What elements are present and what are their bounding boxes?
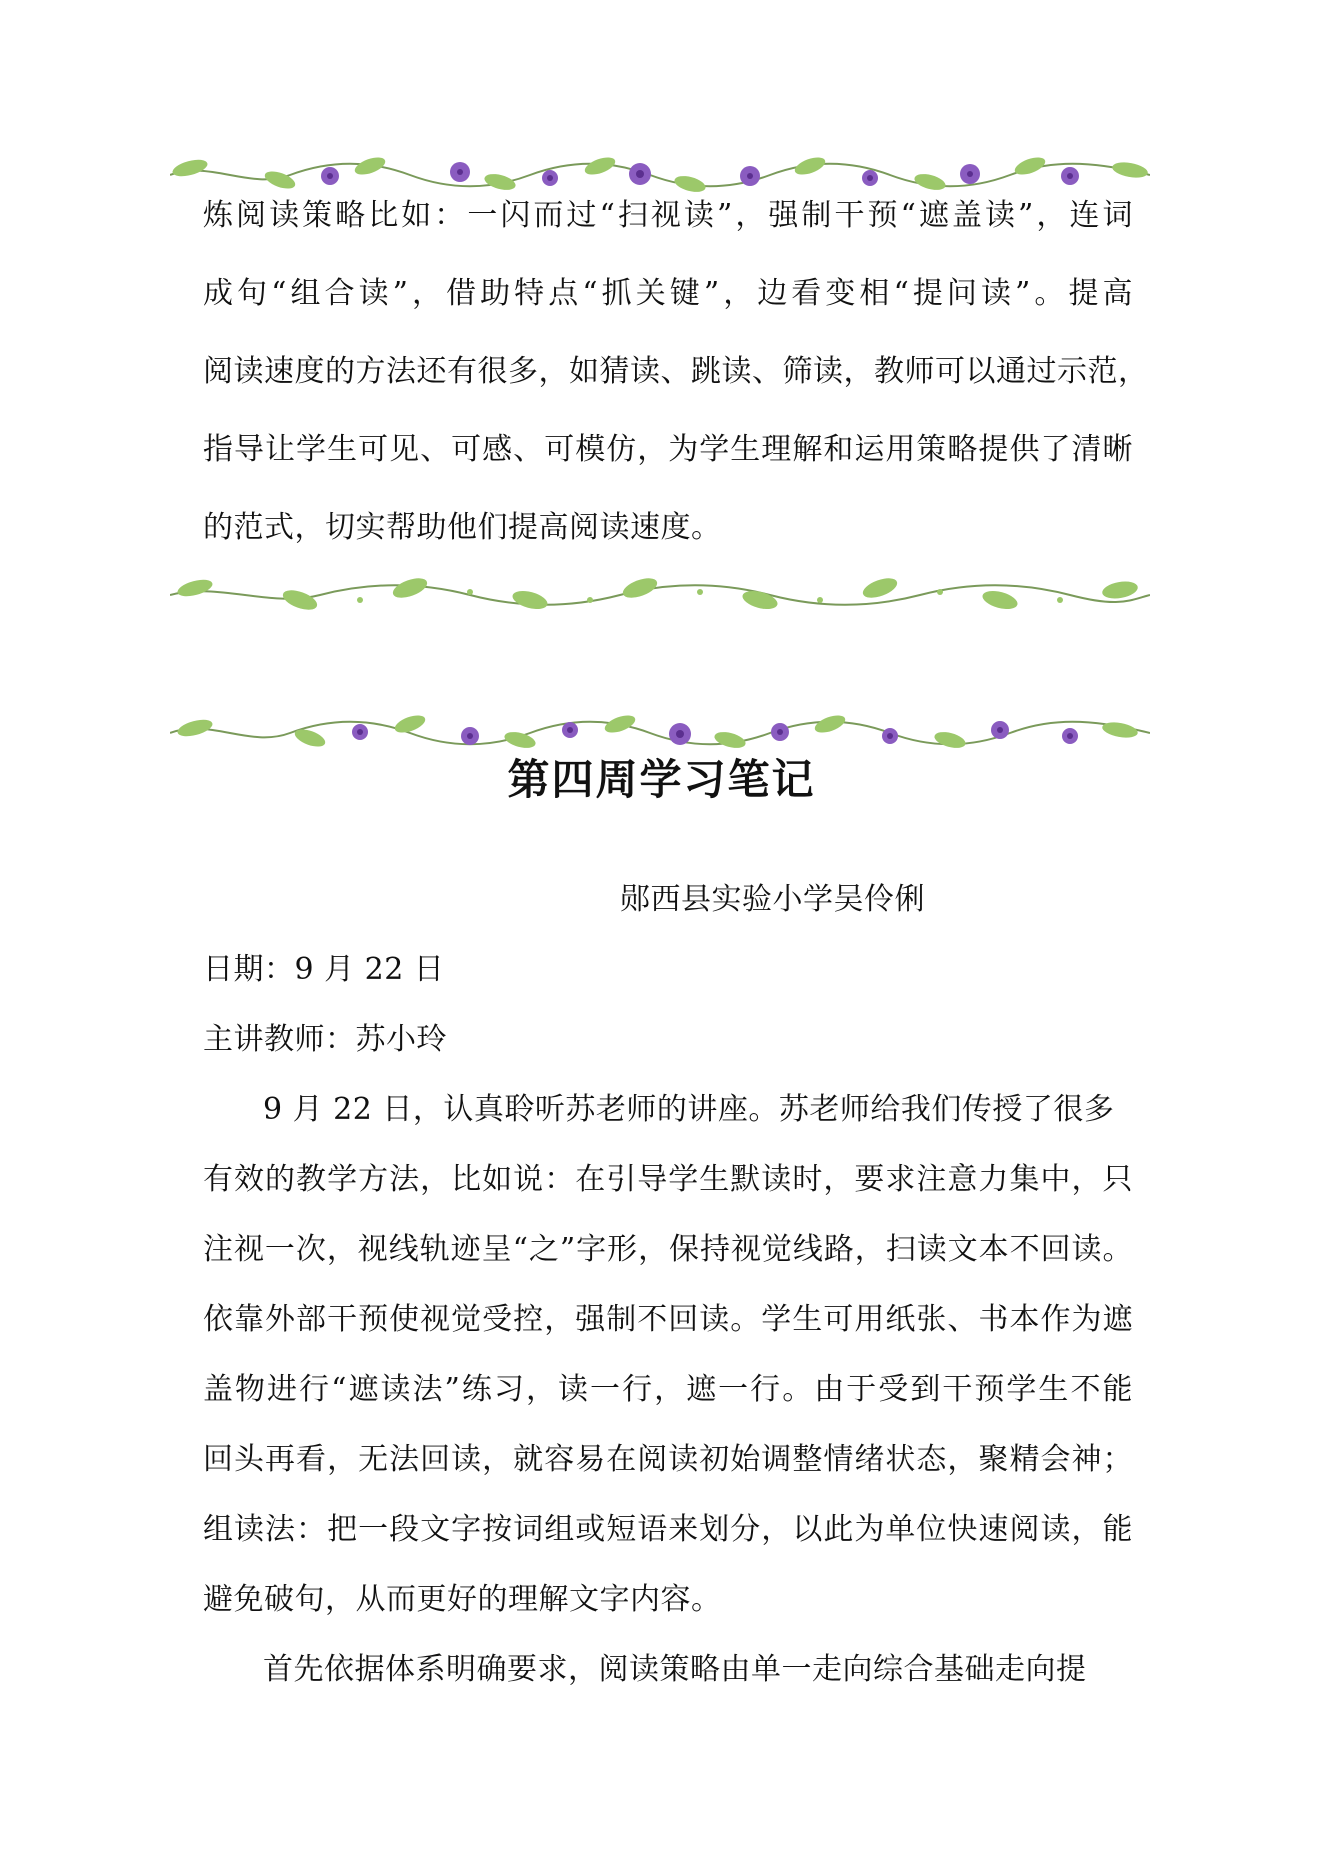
paragraph-line: 的范式，切实帮助他们提高阅读速度。 [203, 510, 722, 545]
page-title: 第四周学习笔记 [507, 755, 816, 804]
author-line: 郧西县实验小学吴伶俐 [620, 882, 925, 917]
paragraph-line: 指导让学生可见、可感、可模仿，为学生理解和运用策略提供了清晰 [203, 432, 1133, 467]
paragraph-line: 阅读速度的方法还有很多，如猜读、跳读、筛读，教师可以通过示范， [203, 354, 1149, 389]
paragraph-line: 组读法：把一段文字按词组或短语来划分，以此为单位快速阅读，能 [203, 1512, 1133, 1547]
paragraph-line: 盖物进行“遮读法”练习，读一行，遮一行。由于受到干预学生不能 [203, 1372, 1133, 1407]
leaf-vine-divider [170, 570, 1150, 620]
leaf-vine-icon [170, 570, 1150, 620]
flower-vine-divider-top [170, 150, 1150, 200]
flower-vine-icon [170, 708, 1150, 758]
paragraph-line: 避免破句，从而更好的理解文字内容。 [203, 1582, 722, 1617]
paragraph-line: 注视一次，视线轨迹呈“之”字形，保持视觉线路，扫读文本不回读。 [203, 1232, 1133, 1267]
date-line: 日期：9 月 22 日 [203, 952, 445, 987]
paragraph-line: 依靠外部干预使视觉受控，强制不回读。学生可用纸张、书本作为遮 [203, 1302, 1133, 1337]
teacher-line: 主讲教师：苏小玲 [203, 1022, 447, 1057]
flower-vine-icon [170, 150, 1150, 200]
paragraph-line: 首先依据体系明确要求，阅读策略由单一走向综合基础走向提 [263, 1652, 1087, 1687]
paragraph-line: 有效的教学方法，比如说：在引导学生默读时，要求注意力集中，只 [203, 1162, 1133, 1197]
paragraph-line: 回头再看，无法回读，就容易在阅读初始调整情绪状态，聚精会神； [203, 1442, 1133, 1477]
paragraph-line: 9 月 22 日，认真聆听苏老师的讲座。苏老师给我们传授了很多 [263, 1092, 1115, 1127]
paragraph-line: 成句“组合读”，借助特点“抓关键”，边看变相“提问读”。提高 [203, 276, 1133, 311]
flower-vine-divider-title [170, 708, 1150, 758]
paragraph-line: 炼阅读策略比如：一闪而过“扫视读”，强制干预“遮盖读”，连词 [203, 198, 1133, 233]
